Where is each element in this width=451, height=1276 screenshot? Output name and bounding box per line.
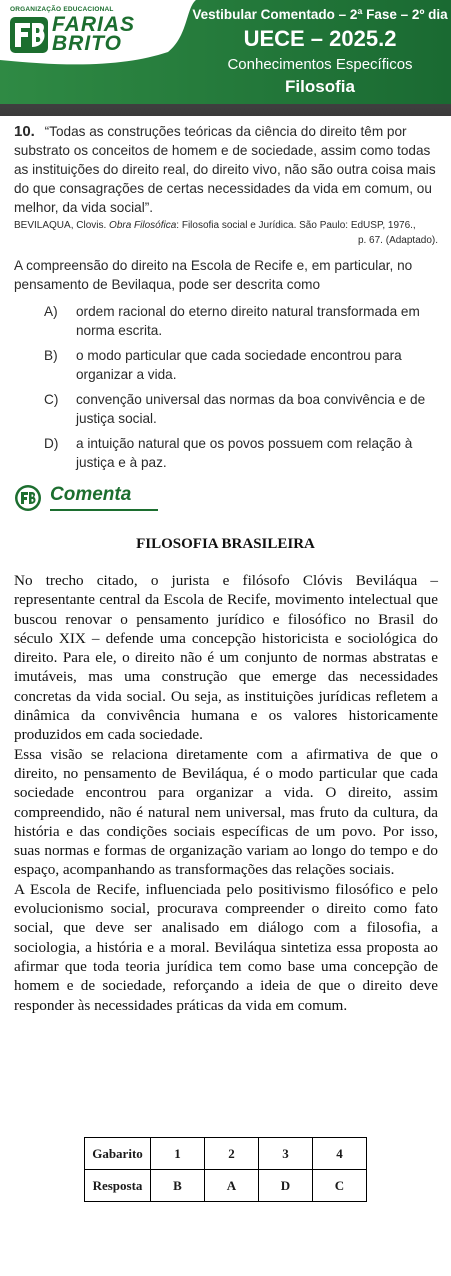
exam-subject: Filosofia	[285, 77, 355, 96]
section-title: FILOSOFIA BRASILEIRA	[136, 536, 315, 552]
commentary-body	[14, 571, 438, 1015]
comenta-heading	[14, 482, 164, 516]
option-letter: A)	[44, 304, 58, 319]
table-cell: 2	[205, 1138, 259, 1170]
farias-brito-logo-icon	[10, 17, 48, 53]
option-letter: B)	[44, 348, 58, 363]
table-cell: 1	[151, 1138, 205, 1170]
brand-name-brito: BRITO	[52, 32, 122, 55]
table-row	[85, 1138, 367, 1170]
brand-name-farias: FARIAS	[52, 13, 136, 36]
option-text: convenção universal das normas da boa convivência e de justiça social.	[76, 392, 426, 426]
commentary-paragraph: A Escola de Recife, influenciada pelo positivismo filosófico e pelo evolucionismo social, procurava compreender o direito como fato social, que deve ser analisado em diálogo com a filosofia, a sociologia, a história e a moral. Beviláqua sintetiza essa proposta ao afirmar que toda teoria jurídica tem como base uma concepção de homem e de sociedade, reforçando a ideia de que o direito deve responder às necessidades práticas da vida em comum.	[14, 880, 438, 1014]
option-text: a intuição natural que os povos possuem com relação à justiça e à paz.	[76, 436, 413, 470]
table-cell: C	[313, 1170, 367, 1202]
table-row	[85, 1170, 367, 1202]
exam-subtitle: Vestibular Comentado – 2ª Fase – 2º dia	[192, 7, 448, 22]
citation-page: p. 67. (Adaptado).	[357, 235, 438, 246]
answer-key-table	[84, 1137, 367, 1202]
exam-area: Conhecimentos Específicos	[227, 56, 413, 73]
page-header	[0, 0, 451, 116]
citation	[14, 218, 438, 248]
table-cell: A	[205, 1170, 259, 1202]
comenta-label: Comenta	[50, 484, 132, 505]
table-cell: B	[151, 1170, 205, 1202]
table-header-resposta: Resposta	[85, 1170, 151, 1202]
option-letter: C)	[44, 392, 59, 407]
farias-brito-logo-icon	[14, 484, 42, 512]
option-a[interactable]	[44, 302, 440, 340]
comenta-underline	[50, 509, 158, 511]
question-prompt: A compreensão do direito na Escola de Recife e, em particular, no pensamento de Bevilaqua, pode ser descrita como	[14, 258, 413, 292]
commentary-paragraph: No trecho citado, o jurista e filósofo Clóvis Beviláqua – representante central da Escola de Recife, movimento intelectual que buscou renovar o pensamento jurídico e filosófico no Brasil do século XIX – defende uma concepção historicista e sociológica do direito. Para ele, o direito não é um conjunto de normas abstratas e imutáveis, mas uma construção que emerge das necessidades concretas da vida social. Ou seja, as instituições jurídicas refletem a dinâmica da convivência humana e os valores historicamente produzidos em cada sociedade.	[14, 572, 438, 744]
exam-title: UECE – 2025.2	[243, 26, 397, 51]
commentary-paragraph: Essa visão se relaciona diretamente com a afirmativa de que o direito, no pensamento de Beviláqua, é o modo particular que cada sociedade encontrou para organizar a vida. O direito, assim compreendido, não é natural nem universal, mas fruto da cultura, da história e das condições sociais específicas de um povo. Por isso, suas normas e formas de organização variam ao longo do tempo e do espaço, acompanhando as transformações das relações sociais.	[14, 745, 438, 879]
citation-title: Obra Filosófica	[109, 220, 177, 231]
question-statement	[14, 122, 440, 217]
question-quote: “Todas as construções teóricas da ciência do direito têm por substrato os conceitos de homem e de sociedade, assim como todas as instituições do direito real, do direito vivo, não são outra coisa mais do que consagrações de certas necessidades da vida em comum, ou melhor, da vida social”.	[14, 124, 436, 215]
option-text: o modo particular que cada sociedade encontrou para organizar a vida.	[76, 348, 402, 382]
question-number: 10.	[14, 123, 35, 140]
option-letter: D)	[44, 436, 59, 451]
table-cell: 3	[259, 1138, 313, 1170]
citation-author: BEVILAQUA, Clovis.	[14, 220, 107, 231]
citation-rest: : Filosofia social e Jurídica. São Paulo: EdUSP, 1976.,	[176, 220, 416, 231]
option-d[interactable]	[44, 434, 440, 472]
answer-options	[44, 302, 440, 478]
table-header-gabarito: Gabarito	[85, 1138, 151, 1170]
option-c[interactable]	[44, 390, 440, 428]
option-b[interactable]	[44, 346, 440, 384]
org-label: ORGANIZAÇÃO EDUCACIONAL	[10, 6, 114, 13]
option-text: ordem racional do eterno direito natural transformada em norma escrita.	[76, 304, 420, 338]
table-cell: D	[259, 1170, 313, 1202]
table-cell: 4	[313, 1138, 367, 1170]
